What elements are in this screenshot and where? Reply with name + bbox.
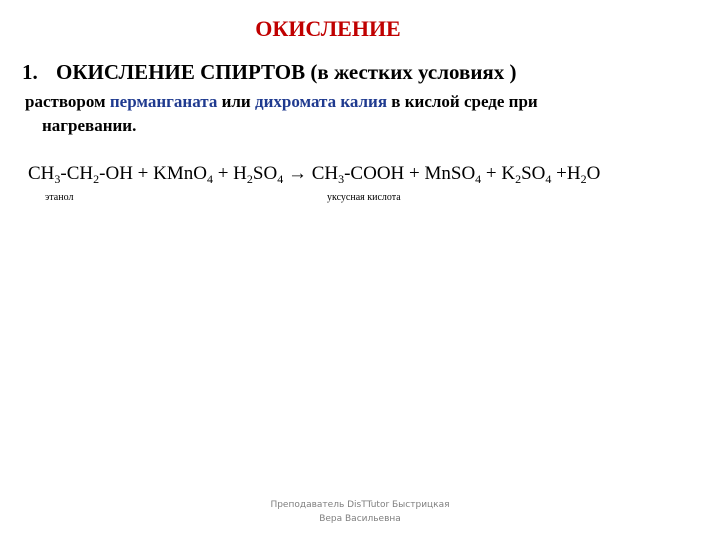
section-heading: [22, 60, 517, 85]
eq-text: -CH: [60, 163, 94, 184]
eq-text: + H: [212, 163, 247, 184]
heading-number: 1.: [22, 60, 38, 84]
eq-text: + K: [481, 163, 516, 184]
eq-subscript: 2: [515, 172, 522, 186]
eq-text: SO: [252, 163, 278, 184]
eq-subscript: 4: [475, 172, 482, 186]
description-line-2: нагревании.: [42, 116, 137, 135]
ethanol-label: этанол: [45, 192, 74, 203]
chemical-equation: [28, 163, 600, 185]
description-line-1: [25, 92, 538, 112]
eq-subscript: 4: [545, 172, 552, 186]
eq-text: +H: [551, 163, 581, 184]
eq-text: → CH: [283, 163, 339, 184]
eq-subscript: 4: [206, 172, 213, 186]
slide-title: ОКИСЛЕНИЕ: [255, 16, 401, 41]
eq-subscript: 3: [54, 172, 61, 186]
eq-text: O: [586, 163, 601, 184]
desc-dichromate: дихромата калия: [254, 92, 388, 111]
heading-text: ОКИСЛЕНИЕ СПИРТОВ (в жестких условиях ): [56, 60, 517, 84]
desc-part-1: раствором: [25, 92, 110, 111]
eq-subscript: 4: [277, 172, 284, 186]
footer-line-1: Преподаватель DisTTutor Быстрицкая: [270, 500, 450, 510]
footer-line-2: Вера Васильевна: [319, 514, 401, 524]
desc-part-3: или: [217, 92, 255, 111]
desc-permanganate: перманганата: [109, 92, 218, 111]
eq-subscript: 2: [580, 172, 587, 186]
desc-part-5: в кислой среде при: [387, 92, 538, 111]
footer-credit: [250, 498, 470, 526]
eq-subscript: 3: [338, 172, 345, 186]
eq-subscript: 2: [93, 172, 100, 186]
eq-text: SO: [521, 163, 546, 184]
eq-text: -OH + KMnO: [99, 163, 207, 184]
acetic-acid-label: уксусная кислота: [327, 192, 401, 203]
eq-text: -COOH + MnSO: [344, 163, 476, 184]
eq-subscript: 2: [246, 172, 253, 186]
eq-text: CH: [28, 163, 55, 184]
